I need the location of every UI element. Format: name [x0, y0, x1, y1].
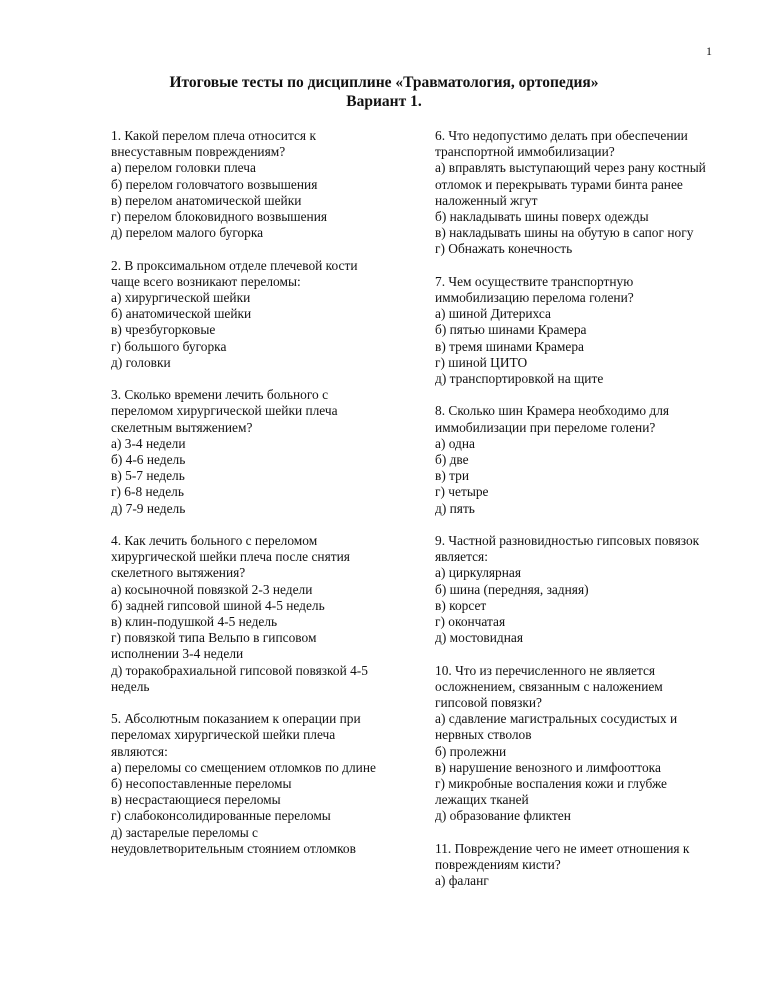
answer-option: б) накладывать шины поверх одежды: [435, 209, 649, 225]
answer-option: в) чрезбугорковые: [111, 322, 216, 338]
page-title: [0, 73, 768, 111]
answer-option: г) большого бугорка: [111, 338, 227, 354]
question-text: 2. В проксимальном отделе плечевой кости чаще всего возникают переломы:: [111, 257, 358, 289]
question-block: [435, 533, 713, 646]
question-block: [435, 403, 713, 516]
answer-option: г) слабоконсолидированные переломы: [111, 808, 331, 824]
answer-option: б) задней гипсовой шиной 4-5 недель: [111, 597, 325, 613]
answer-option: г) шиной ЦИТО: [435, 354, 528, 370]
answer-option: в) корсет: [435, 597, 487, 613]
answer-option: а) переломы со смещением отломков по длине: [111, 759, 376, 775]
question-text: 9. Частной разновидностью гипсовых повязок является:: [435, 533, 700, 565]
answer-option: б) перелом головчатого возвышения: [111, 176, 318, 192]
question-block: [111, 387, 377, 517]
answer-option: б) пятью шинами Крамера: [435, 322, 587, 338]
question-text: 3. Сколько времени лечить больного с переломом хирургической шейки плеча скелетным вытяжением?: [111, 387, 338, 435]
answer-option: г) микробные воспаления кожи и глубже лежащих тканей: [435, 776, 667, 808]
question-text: 4. Как лечить больного с переломом хирургической шейки плеча после снятия скелетного вытяжения?: [111, 533, 350, 581]
answer-option: д) образование фликтен: [435, 808, 571, 824]
left-column: [111, 128, 377, 873]
question-text: 6. Что недопустимо делать при обеспечении транспортной иммобилизации?: [435, 128, 688, 160]
answer-option: а) фаланг: [435, 873, 489, 889]
answer-option: а) косыночной повязкой 2-3 недели: [111, 581, 313, 597]
question-block: [435, 128, 713, 258]
answer-option: а) одна: [435, 435, 475, 451]
answer-option: д) головки: [111, 354, 171, 370]
title-line-2: Вариант 1.: [346, 93, 422, 110]
answer-option: б) пролежни: [435, 743, 507, 759]
answer-option: б) 4-6 недель: [111, 452, 186, 468]
question-block: [111, 258, 377, 371]
question-block: [111, 128, 377, 241]
question-block: [435, 274, 713, 387]
question-block: [111, 533, 377, 695]
question-block: [435, 841, 713, 890]
question-text: 8. Сколько шин Крамера необходимо для иммобилизации при переломе голени?: [435, 403, 670, 435]
answer-option: а) циркулярная: [435, 565, 522, 581]
answer-option: д) 7-9 недель: [111, 500, 186, 516]
answer-option: а) хирургической шейки: [111, 290, 251, 306]
page-number: 1: [706, 44, 712, 58]
question-text: 1. Какой перелом плеча относится к внесуставным повреждениям?: [111, 128, 316, 160]
answer-option: д) мостовидная: [435, 630, 524, 646]
answer-option: а) сдавление магистральных сосудистых и нервных стволов: [435, 711, 678, 743]
title-line-1: Итоговые тесты по дисциплине «Травматология, ортопедия»: [169, 74, 599, 91]
answer-option: г) окончатая: [435, 614, 506, 630]
answer-option: в) нарушение венозного и лимфооттока: [435, 759, 661, 775]
answer-option: г) Обнажать конечность: [435, 241, 573, 257]
answer-option: а) вправлять выступающий через рану костный отломок и перекрывать турами бинта ранее наложенный жгут: [435, 160, 706, 208]
question-block: [111, 711, 377, 857]
answer-option: б) анатомической шейки: [111, 306, 252, 322]
answer-option: в) накладывать шины на обутую в сапог ногу: [435, 225, 694, 241]
answer-option: г) четыре: [435, 484, 489, 500]
answer-option: а) шиной Дитерихса: [435, 306, 551, 322]
answer-option: д) перелом малого бугорка: [111, 225, 264, 241]
question-text: 5. Абсолютным показанием к операции при переломах хирургической шейки плеча являются:: [111, 711, 361, 759]
question-text: 7. Чем осуществите транспортную иммобилизацию перелома голени?: [435, 273, 634, 306]
answer-option: б) шина (передняя, задняя): [435, 581, 589, 597]
question-text: 10. Что из перечисленного не является осложнением, связанным с наложением гипсовой повязки?: [435, 662, 663, 711]
answer-option: б) несопоставленные переломы: [111, 776, 292, 792]
right-column: [435, 128, 713, 906]
answer-option: в) перелом анатомической шейки: [111, 192, 302, 208]
answer-option: г) 6-8 недель: [111, 484, 184, 500]
answer-option: в) несрастающиеся переломы: [111, 792, 281, 808]
answer-option: в) 5-7 недель: [111, 468, 185, 484]
answer-option: г) перелом блоковидного возвышения: [111, 209, 328, 225]
question-block: [435, 663, 713, 825]
answer-option: а) перелом головки плеча: [111, 160, 256, 176]
answer-option: а) 3-4 недели: [111, 435, 186, 451]
answer-option: г) повязкой типа Вельпо в гипсовом исполнении 3-4 недели: [111, 630, 317, 662]
answer-option: д) транспортировкой на щите: [435, 371, 604, 387]
answer-option: д) застарелые переломы с неудовлетворительным стоянием отломков: [111, 824, 356, 856]
answer-option: д) торакобрахиальной гипсовой повязкой 4-5 недель: [111, 662, 368, 694]
question-text: 11. Повреждение чего не имеет отношения к повреждениям кисти?: [435, 840, 690, 873]
answer-option: д) пять: [435, 500, 475, 516]
answer-option: б) две: [435, 452, 469, 468]
answer-option: в) тремя шинами Крамера: [435, 338, 584, 354]
answer-option: в) клин-подушкой 4-5 недель: [111, 614, 278, 630]
answer-option: в) три: [435, 468, 470, 484]
